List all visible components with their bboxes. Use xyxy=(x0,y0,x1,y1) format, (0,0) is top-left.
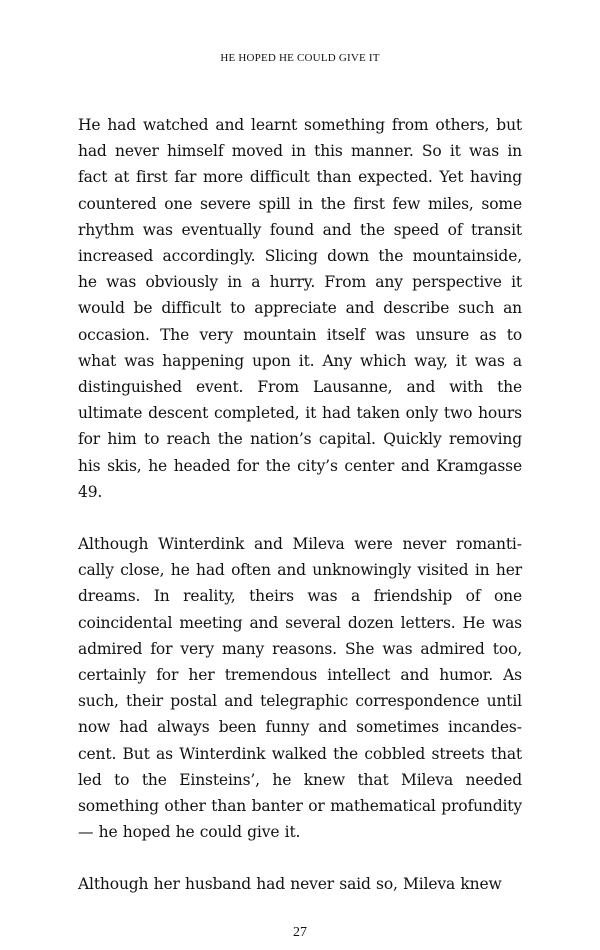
paragraph-1: He had watched and learnt something from others, but had never himself moved in this manner. So it was in fact at first far more difficult than expected. Yet having countered one severe spill in the first few miles, some rhythm was eventually found and the speed of transit increased accordingly. Slicing down the mountainside, he was obviously in a hurry. From any perspective it would be difficult to appreciate and describe such an occasion. The very mountain itself was unsure as to what was happening upon it. Any which way, it was a distinguished event. From Lausanne, and with the ultimate descent completed, it had taken only two hours for him to reach the nation’s capital. Quickly removing his skis, he headed for the city’s center and Kramgasse 49. xyxy=(78,116,522,501)
page-number: 27 xyxy=(293,925,307,940)
running-head: HE HOPED HE COULD GIVE IT xyxy=(220,52,380,64)
body-text xyxy=(78,112,522,898)
paragraph-2: Although Winterdink and Mileva were never romantically close, he had often and unknowingly visited in her dreams. In reality, theirs was a friendship of one coincidental meeting and several dozen letters. He was admired for very many reasons. She was admired too, certainly for her tremendous intellect and humor. As such, their postal and telegraphic correspondence until now had always been funny and sometimes incandescent. But as Winterdink walked the cobbled streets that led to the Einsteins’, he knew that Mileva needed something other than banter or mathematical profundity — he hoped he could give it. xyxy=(78,535,522,842)
paragraph-3: Although her husband had never said so, Mileva knew xyxy=(78,875,502,894)
